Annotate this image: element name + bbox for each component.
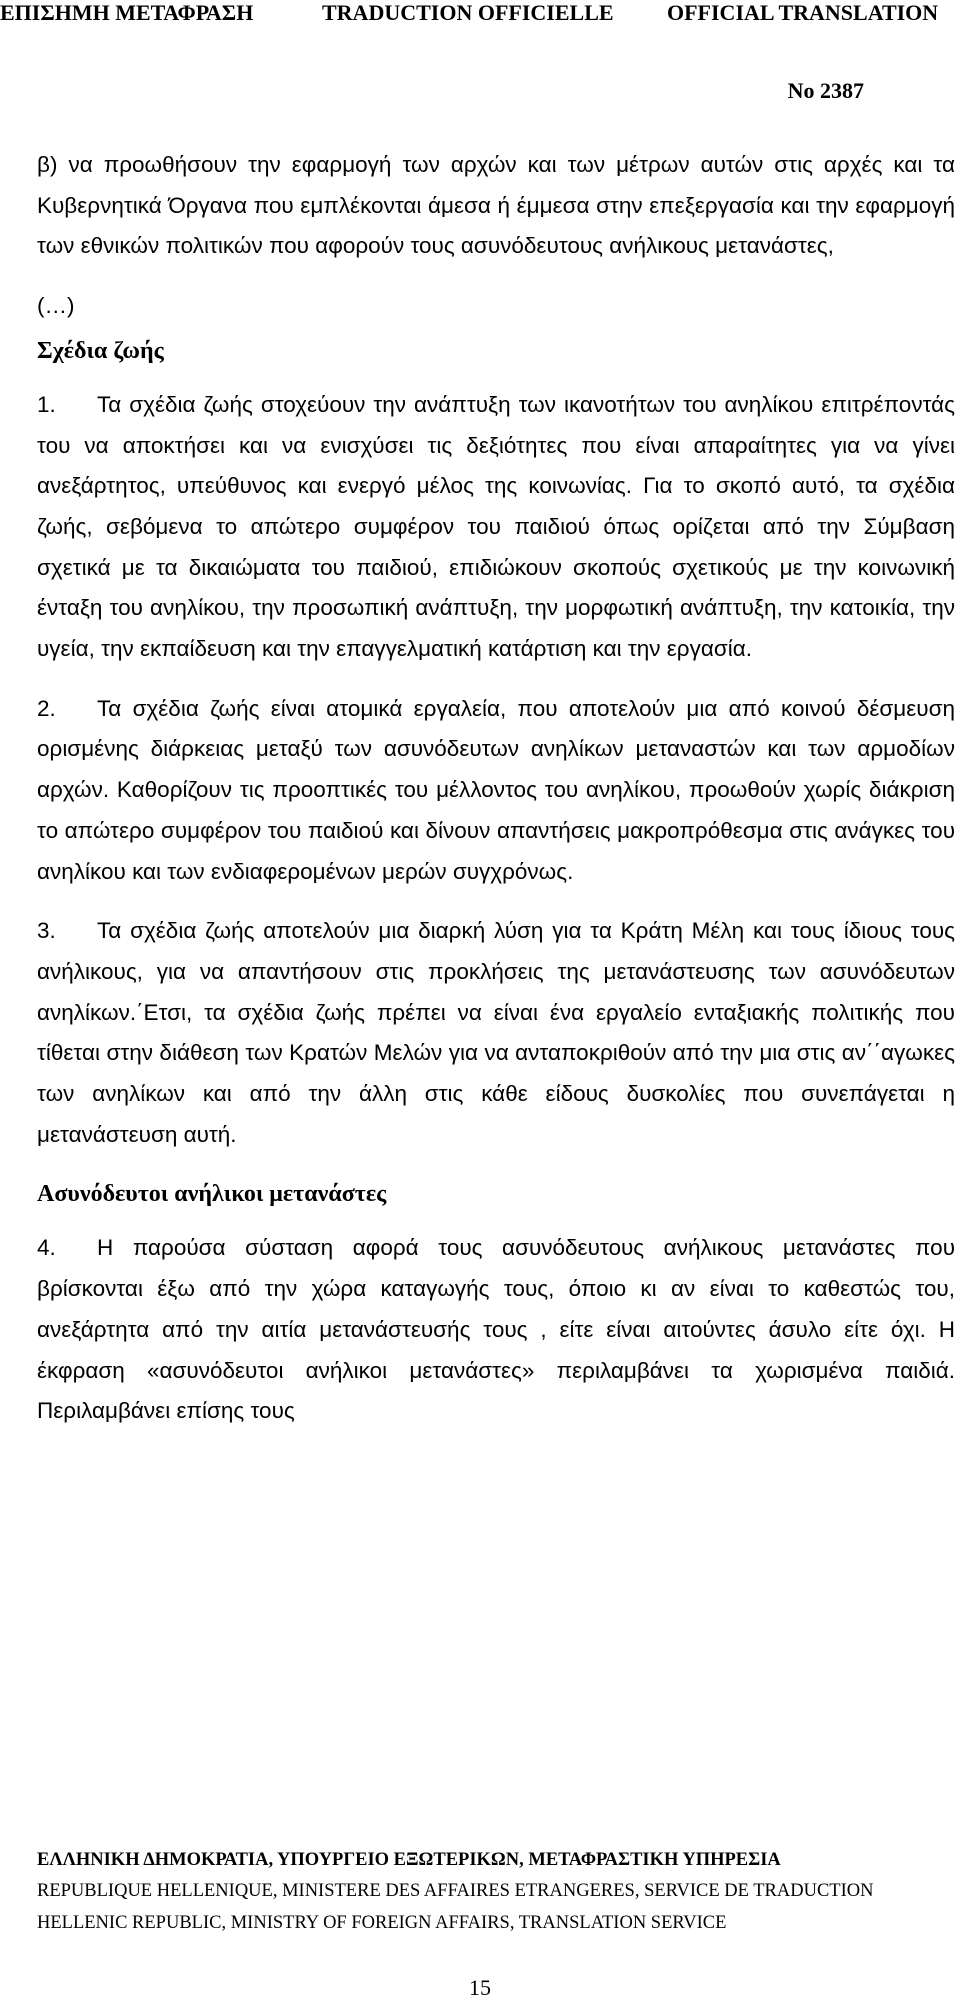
paragraph-1-number: 1.	[37, 391, 56, 417]
header-french: TRADUCTION OFFICIELLE	[322, 0, 614, 25]
paragraph-1	[37, 385, 955, 670]
paragraph-4-text: Η παρούσα σύσταση αφορά τους ασυνόδευτους ανήλικους μετανάστες που βρίσκονται έξω από την χώρα καταγωγής τους, όποιο κι αν είναι το καθεστώς του, ανεξάρτητα από την αιτία μετανάστευσής τους , είτε είναι αιτούντες άσυλο είτε όχι. Η έκφραση «ασυνόδευτοι ανήλικοι μετανάστες» περιλαμβάνει τα χωρισμένα παιδιά. Περιλαμβάνει επίσης τους	[37, 1235, 955, 1424]
document-number: No 2387	[787, 78, 864, 103]
ministry-footer	[37, 1845, 955, 1939]
header-greek: ΕΠΙΣΗΜΗ ΜΕΤΑΦΡΑΣΗ	[0, 0, 254, 25]
page-number: 15	[469, 1975, 491, 2000]
header-english: OFFICIAL TRANSLATION	[667, 0, 939, 25]
document-body	[37, 145, 955, 1451]
paragraph-2-number: 2.	[37, 695, 56, 721]
heading-unaccompanied-minors: Ασυνόδευτοι ανήλικοι μετανάστες	[37, 1181, 387, 1208]
translation-header	[0, 0, 960, 24]
paragraph-4	[37, 1228, 955, 1432]
heading-life-plans: Σχέδια ζωής	[37, 337, 164, 364]
paragraph-4-number: 4.	[37, 1235, 56, 1261]
paragraph-2	[37, 689, 955, 893]
paragraph-beta: β) να προωθήσουν την εφαρμογή των αρχών και των μέτρων αυτών στις αρχές και τα Κυβερνητικά Όργανα που εμπλέκονται άμεσα ή έμμεσα στην επεξεργασία και την εφαρμογή των εθνικών πολιτικών που αφορούν τους ασυνόδευτους ανήλικους μετανάστες,	[37, 152, 955, 259]
footer-french: REPUBLIQUE HELLENIQUE, MINISTERE DES AFFAIRES ETRANGERES, SERVICE DE TRADUCTION	[37, 1881, 874, 1901]
ellipsis: (…)	[37, 293, 75, 319]
paragraph-3-text: Τα σχέδια ζωής αποτελούν μια διαρκή λύση για τα Κράτη Μέλη και τους ίδιους τους ανήλικους, για να απαντήσουν στις προκλήσεις της μετανάστευσης των ασυνόδευτων ανηλίκων.΄Ετσι, τα σχέδια ζωής πρέπει να είναι ένα εργαλείο ενταξιακής πολιτικής που τίθεται στην διάθεση των Κρατών Μελών για να ανταποκριθούν από την μια στις αν΄΄αγωκες των ανηλίκων και από την άλλη στις κάθε είδους δυσκολίες που συνεπάγεται η μετανάστευση αυτή.	[37, 918, 955, 1147]
paragraph-3-number: 3.	[37, 918, 56, 944]
footer-english: HELLENIC REPUBLIC, MINISTRY OF FOREIGN AFFAIRS, TRANSLATION SERVICE	[37, 1913, 727, 1933]
footer-greek: ΕΛΛΗΝΙΚΗ ΔΗΜΟΚΡΑΤΙΑ, ΥΠΟΥΡΓΕΙΟ ΕΞΩΤΕΡΙΚΩΝ, ΜΕΤΑΦΡΑΣΤΙΚΗ ΥΠΗΡΕΣΙΑ	[37, 1850, 781, 1870]
paragraph-1-text: Τα σχέδια ζωής στοχεύουν την ανάπτυξη των ικανοτήτων του ανηλίκου επιτρέποντάς του να αποκτήσει και να ενισχύσει τις δεξιότητες που είναι απαραίτητες για να γίνει ανεξάρτητος, υπεύθυνος και ενεργό μέλος της κοινωνίας. Για το σκοπό αυτό, τα σχέδια ζωής, σεβόμενα το απώτερο συμφέρον του παιδιού όπως ορίζεται από την Σύμβαση σχετικά με τα δικαιώματα του παιδιού, επιδιώκουν σκοπούς σχετικούς με την κοινωνική ένταξη του ανηλίκου, την προσωπική ανάπτυξη, την μορφωτική ανάπτυξη, την κατοικία, την υγεία, την εκπαίδευση και την επαγγελματική κατάρτιση και την εργασία.	[37, 391, 955, 662]
paragraph-2-text: Τα σχέδια ζωής είναι ατομικά εργαλεία, που αποτελούν μια από κοινού δέσμευση ορισμένης διάρκειας μεταξύ των ασυνόδευτων ανηλίκων μεταναστών και των αρμοδίων αρχών. Καθορίζουν τις προοπτικές του μέλλοντος του ανηλίκου, προωθούν χωρίς διάκριση το απώτερο συμφέρον του παιδιού και δίνουν απαντήσεις μακροπρόθεσμα στις ανάγκες του ανηλίκου και των ενδιαφερομένων μερών συγχρόνως.	[37, 695, 955, 884]
paragraph-3	[37, 911, 955, 1155]
